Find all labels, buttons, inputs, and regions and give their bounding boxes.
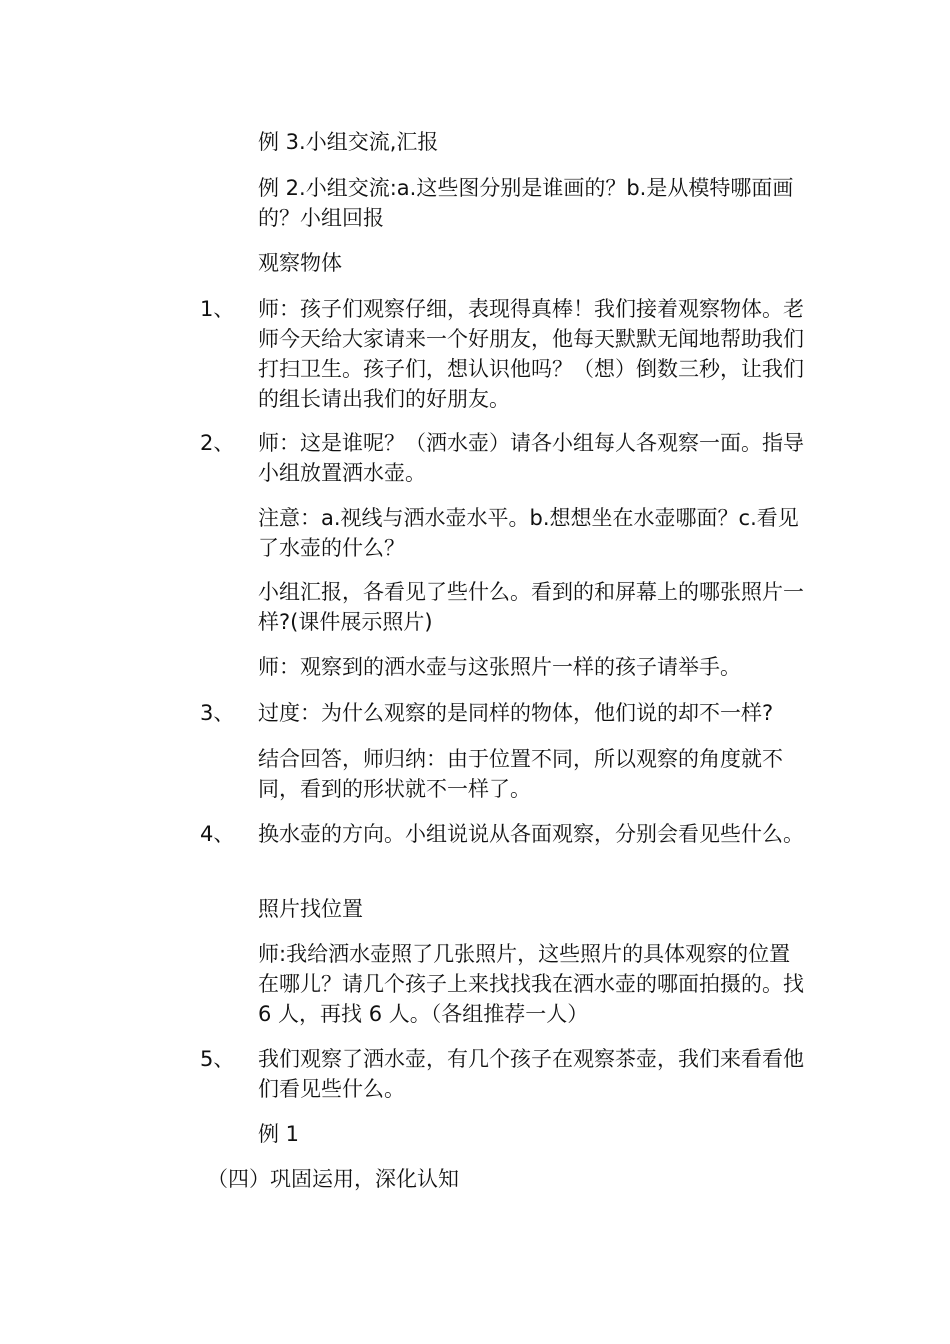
item-1-text: 师：孩子们观察仔细，表现得真棒！我们接着观察物体。老师今天给大家请来一个好朋友，他每天默默无闻地帮助我们打扫卫生。孩子们，想认识他吗？（想）倒数三秒，让我们的组长请出我们的好朋友。 xyxy=(258,297,804,411)
photo-position-heading: 照片找位置 xyxy=(258,897,363,921)
example-3-line: 例 3.小组交流,汇报 xyxy=(258,130,439,154)
item-4-text: 换水壶的方向。小组说说从各面观察，分别会看见些什么。 xyxy=(258,822,804,846)
note-paragraph: 注意：a.视线与洒水壶水平。b.想想坐在水壶哪面？c.看见了水壶的什么？ xyxy=(258,506,799,560)
item-2-text: 师：这是谁呢？（洒水壶）请各小组每人各观察一面。指导小组放置洒水壶。 xyxy=(258,431,804,485)
item-4-number: 4、 xyxy=(200,822,235,846)
item-3-text: 过度：为什么观察的是同样的物体，他们说的却不一样? xyxy=(258,701,774,725)
item-2-number: 2、 xyxy=(200,431,235,455)
item-5-number: 5、 xyxy=(200,1047,235,1071)
example-1-line: 例 1 xyxy=(258,1122,300,1146)
observe-objects-heading: 观察物体 xyxy=(258,251,342,275)
item-1-number: 1、 xyxy=(200,297,235,321)
example-2-paragraph: 例 2.小组交流:a.这些图分别是谁画的？b.是从模特哪面画的？小组回报 xyxy=(258,176,794,230)
group-report-paragraph: 小组汇报，各看见了些什么。看到的和屏幕上的哪张照片一样?(课件展示照片) xyxy=(258,580,804,634)
item-5-text: 我们观察了洒水壶，有几个孩子在观察茶壶，我们来看看他们看见些什么。 xyxy=(258,1047,804,1101)
item-3-number: 3、 xyxy=(200,701,235,725)
conclusion-paragraph: 结合回答，师归纳：由于位置不同，所以观察的角度就不同，看到的形状就不一样了。 xyxy=(258,747,783,801)
section-4-heading: （四）巩固运用，深化认知 xyxy=(207,1167,459,1191)
photo-position-paragraph: 师:我给洒水壶照了几张照片，这些照片的具体观察的位置在哪儿？请几个孩子上来找找我在洒水壶的哪面拍摄的。找 6 人，再找 6 人。（各组推荐一人） xyxy=(258,942,804,1026)
teacher-hands-paragraph: 师：观察到的洒水壶与这张照片一样的孩子请举手。 xyxy=(258,655,741,679)
